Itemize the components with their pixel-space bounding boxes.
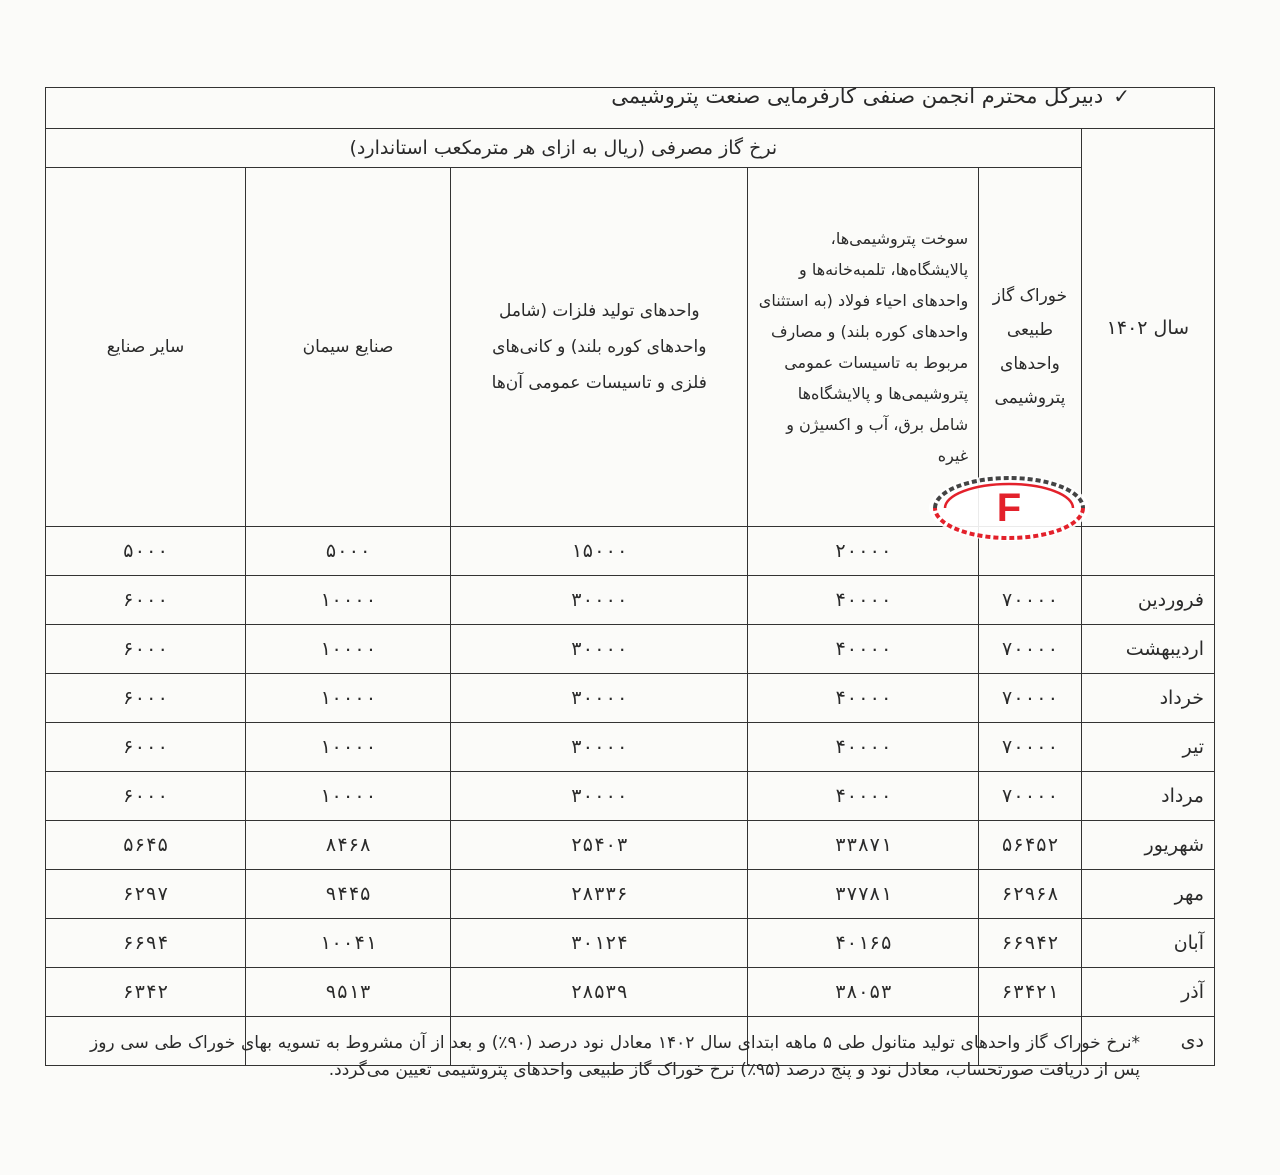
table-row bbox=[46, 723, 1215, 772]
fuel-cell: ۲۰۰۰۰ bbox=[748, 527, 979, 576]
table-row bbox=[46, 772, 1215, 821]
table-row bbox=[46, 870, 1215, 919]
fuel-cell: ۴۰۰۰۰ bbox=[748, 772, 979, 821]
month-cell: تیر bbox=[1081, 723, 1214, 772]
column-header-other: سایر صنایع bbox=[46, 168, 246, 527]
feed-cell: ۷۰۰۰۰ bbox=[979, 723, 1082, 772]
fuel-cell: ۴۰۰۰۰ bbox=[748, 674, 979, 723]
cement-cell: ۹۵۱۳ bbox=[246, 968, 451, 1017]
column-header-metal: واحدهای تولید فلزات (شامل واحدهای کوره بلند) و کانی‌های فلزی و تاسیسات عمومی آن‌ها bbox=[451, 168, 748, 527]
cement-cell: ۱۰۰۰۰ bbox=[246, 576, 451, 625]
other-cell: ۶۰۰۰ bbox=[46, 772, 246, 821]
column-header-cement: صنایع سیمان bbox=[246, 168, 451, 527]
month-cell: فروردین bbox=[1081, 576, 1214, 625]
other-cell: ۶۰۰۰ bbox=[46, 723, 246, 772]
other-cell: ۶۰۰۰ bbox=[46, 674, 246, 723]
feed-cell: ۷۰۰۰۰ bbox=[979, 674, 1082, 723]
month-cell: آذر bbox=[1081, 968, 1214, 1017]
other-cell: ۵۶۴۵ bbox=[46, 821, 246, 870]
footnote-text: *نرخ خوراک گاز واحدهای تولید متانول طی ۵ ماهه ابتدای سال ۱۴۰۲ معادل نود درصد (۹۰٪) و بعد از آن مشروط به تسویه بهای خوراک طی سی روز پس از دریافت صورتحساب، معادل نود و پنج درصد (۹۵٪) نرخ خوراک گاز طبیعی واحدهای پتروشیمی تعیین می‌گردد. bbox=[90, 1033, 1140, 1080]
other-cell: ۶۰۰۰ bbox=[46, 576, 246, 625]
logo-letter: F bbox=[996, 486, 1022, 530]
cement-cell: ۱۰۰۰۰ bbox=[246, 723, 451, 772]
feed-cell: ۷۰۰۰۰ bbox=[979, 576, 1082, 625]
table-row bbox=[46, 674, 1215, 723]
metal-cell: ۱۵۰۰۰ bbox=[451, 527, 748, 576]
metal-cell: ۳۰۰۰۰ bbox=[451, 625, 748, 674]
cement-cell: ۱۰۰۰۰ bbox=[246, 625, 451, 674]
month-cell: آبان bbox=[1081, 919, 1214, 968]
recipient-text: دبیرکل محترم انجمن صنفی کارفرمایی صنعت پتروشیمی bbox=[611, 84, 1104, 108]
month-cell: مهر bbox=[1081, 870, 1214, 919]
gas-rates-table bbox=[45, 87, 1215, 1066]
feed-cell: ۶۶۹۴۲ bbox=[979, 919, 1082, 968]
fuel-cell: ۴۰۰۰۰ bbox=[748, 625, 979, 674]
month-cell: مرداد bbox=[1081, 772, 1214, 821]
metal-cell: ۳۰۰۰۰ bbox=[451, 772, 748, 821]
month-cell: خرداد bbox=[1081, 674, 1214, 723]
metal-cell: ۳۰۱۲۴ bbox=[451, 919, 748, 968]
cement-cell: ۹۴۴۵ bbox=[246, 870, 451, 919]
cement-cell: ۵۰۰۰ bbox=[246, 527, 451, 576]
month-cell: دی bbox=[1081, 1017, 1214, 1066]
fuel-cell: ۳۸۰۵۳ bbox=[748, 968, 979, 1017]
fuel-cell: ۳۳۸۷۱ bbox=[748, 821, 979, 870]
year-header: سال ۱۴۰۲ bbox=[1081, 129, 1214, 527]
table-row bbox=[46, 625, 1215, 674]
group-title-header: نرخ گاز مصرفی (ریال به ازای هر مترمکعب استاندارد) bbox=[46, 129, 1082, 168]
table-row bbox=[46, 576, 1215, 625]
other-cell: ۶۰۰۰ bbox=[46, 625, 246, 674]
other-cell: ۵۰۰۰ bbox=[46, 527, 246, 576]
month-cell bbox=[1081, 527, 1214, 576]
feed-cell: ۶۲۹۶۸ bbox=[979, 870, 1082, 919]
metal-cell: ۲۵۴۰۳ bbox=[451, 821, 748, 870]
cement-cell: ۱۰۰۰۰ bbox=[246, 772, 451, 821]
other-cell: ۶۲۹۷ bbox=[46, 870, 246, 919]
metal-cell: ۲۸۳۳۶ bbox=[451, 870, 748, 919]
month-cell: اردیبهشت bbox=[1081, 625, 1214, 674]
other-cell: ۶۳۴۲ bbox=[46, 968, 246, 1017]
cement-cell: ۱۰۰۰۰ bbox=[246, 674, 451, 723]
table-row bbox=[46, 821, 1215, 870]
cement-cell: ۱۰۰۴۱ bbox=[246, 919, 451, 968]
cement-cell: ۸۴۶۸ bbox=[246, 821, 451, 870]
column-header-fuel: سوخت پتروشیمی‌ها، پالایشگاه‌ها، تلمبه‌خانه‌ها و واحدهای احیاء فولاد (به استثنای واحدهای کوره بلند) و مصارف مربوط به تاسیسات عمومی پتروشیمی‌ها و پالایشگاه‌ها شامل برق، آب و اکسیژن و غیره bbox=[748, 168, 979, 527]
metal-cell: ۲۸۵۳۹ bbox=[451, 968, 748, 1017]
brand-logo-icon bbox=[925, 472, 1093, 544]
fuel-cell: ۴۰۰۰۰ bbox=[748, 723, 979, 772]
other-cell: ۶۶۹۴ bbox=[46, 919, 246, 968]
table-row bbox=[46, 919, 1215, 968]
table-row bbox=[46, 968, 1215, 1017]
fuel-cell: ۳۷۷۸۱ bbox=[748, 870, 979, 919]
feed-cell: ۵۶۴۵۲ bbox=[979, 821, 1082, 870]
fuel-cell: ۴۰۱۶۵ bbox=[748, 919, 979, 968]
table-top-band bbox=[46, 88, 1215, 129]
metal-cell: ۳۰۰۰۰ bbox=[451, 723, 748, 772]
fuel-cell: ۴۰۰۰۰ bbox=[748, 576, 979, 625]
column-header-feed: خوراک گاز طبیعی واحدهای پتروشیمی bbox=[979, 168, 1082, 527]
metal-cell: ۳۰۰۰۰ bbox=[451, 576, 748, 625]
feed-cell: ۶۳۴۲۱ bbox=[979, 968, 1082, 1017]
month-cell: شهریور bbox=[1081, 821, 1214, 870]
feed-cell: ۷۰۰۰۰ bbox=[979, 625, 1082, 674]
check-mark-icon: ✓ bbox=[1113, 84, 1130, 108]
feed-cell: ۷۰۰۰۰ bbox=[979, 772, 1082, 821]
metal-cell: ۳۰۰۰۰ bbox=[451, 674, 748, 723]
